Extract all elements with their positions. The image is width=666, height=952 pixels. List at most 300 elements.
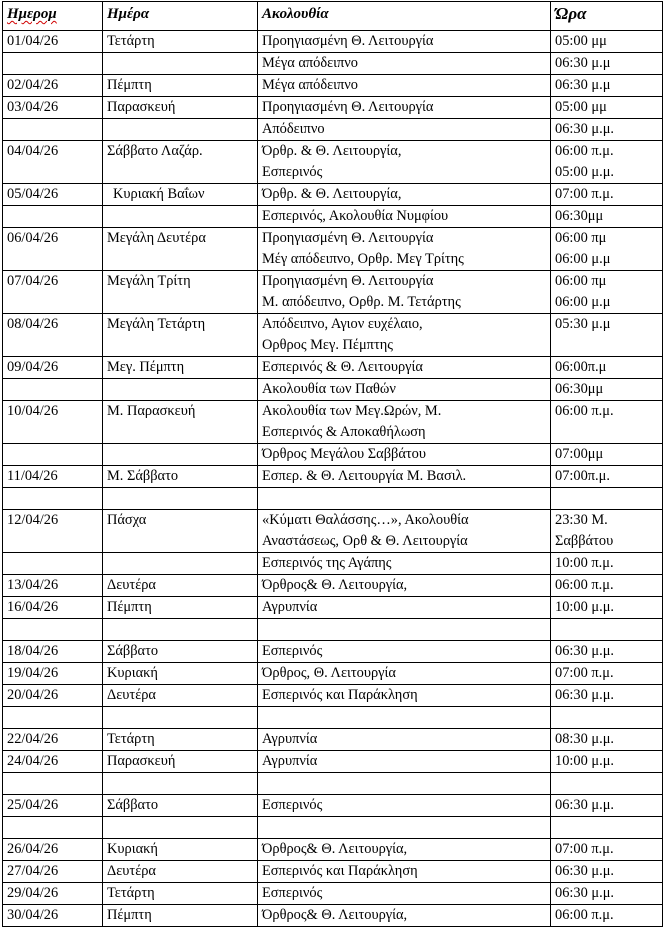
service-cell-text: Αγρυπνία	[262, 599, 318, 615]
day-cell	[103, 751, 258, 773]
day-cell	[103, 597, 258, 619]
time-cell	[551, 97, 663, 119]
table-row	[3, 575, 663, 597]
date-cell-text: 12/04/26	[7, 512, 59, 528]
time-cell	[551, 663, 663, 685]
date-cell-text: 01/04/26	[7, 33, 59, 49]
date-cell	[3, 75, 103, 97]
service-cell-text: Όρθρος& Θ. Λειτουργία,	[262, 841, 408, 857]
date-cell-text: 26/04/26	[7, 841, 59, 857]
service-cell	[258, 97, 551, 119]
time-cell-text: 10:00 μ.μ.	[555, 753, 615, 769]
day-cell-text: Τετάρτη	[107, 33, 155, 49]
time-cell	[551, 773, 663, 795]
time-cell	[551, 839, 663, 861]
day-cell	[103, 553, 258, 575]
date-cell-text: 02/04/26	[7, 77, 59, 93]
service-cell-text: Μέγα απόδειπνο	[262, 77, 358, 93]
date-cell	[3, 597, 103, 619]
day-cell	[103, 466, 258, 488]
day-cell	[103, 663, 258, 685]
table-row	[3, 357, 663, 379]
day-cell-text: Πάσχα	[107, 512, 147, 528]
service-cell	[258, 597, 551, 619]
time-cell	[551, 510, 663, 553]
day-cell	[103, 707, 258, 729]
date-cell-text: 24/04/26	[7, 753, 59, 769]
service-cell	[258, 905, 551, 927]
date-cell-text: 30/04/26	[7, 907, 59, 923]
service-cell-text: Προηγιασμένη Θ. Λειτουργία	[262, 230, 434, 246]
service-cell-text-line2: Ορθρος Μεγ. Πέμπτης	[262, 337, 393, 353]
service-cell	[258, 575, 551, 597]
day-cell-text: Πέμπτη	[107, 907, 152, 923]
date-cell-text: 19/04/26	[7, 665, 59, 681]
service-cell	[258, 228, 551, 271]
time-cell-text: 07:00 π.μ.	[555, 665, 614, 681]
service-cell-text: Προηγιασμένη Θ. Λειτουργία	[262, 33, 434, 49]
time-cell-text: 06:30 μ.μ.	[555, 643, 615, 659]
time-cell-text: 06:30 μ.μ	[555, 77, 611, 93]
time-cell	[551, 444, 663, 466]
day-cell	[103, 119, 258, 141]
day-cell	[103, 795, 258, 817]
date-cell	[3, 510, 103, 553]
service-cell-text-line2: Αναστάσεως, Ορθ & Θ. Λειτουργία	[262, 533, 468, 549]
date-cell	[3, 53, 103, 75]
table-row	[3, 184, 663, 206]
time-cell	[551, 401, 663, 444]
day-cell	[103, 53, 258, 75]
day-cell	[103, 729, 258, 751]
service-cell	[258, 685, 551, 707]
time-cell	[551, 228, 663, 271]
service-cell	[258, 663, 551, 685]
day-cell	[103, 141, 258, 184]
table-row	[3, 751, 663, 773]
service-cell	[258, 510, 551, 553]
date-cell	[3, 206, 103, 228]
date-cell	[3, 357, 103, 379]
service-cell-text: Όρθρος Μεγάλου Σαββάτου	[262, 446, 426, 462]
day-cell-text: Μεγάλη Δευτέρα	[107, 230, 206, 246]
service-cell-text: Εσπερινός & Θ. Λειτουργία	[262, 359, 423, 375]
time-cell-text: 23:30 Μ.	[555, 512, 608, 528]
day-cell	[103, 817, 258, 839]
service-cell	[258, 31, 551, 53]
table-row	[3, 401, 663, 444]
date-cell	[3, 751, 103, 773]
date-cell	[3, 575, 103, 597]
table-row	[3, 444, 663, 466]
date-cell-text: 27/04/26	[7, 863, 59, 879]
day-cell-text: Κυριακή Βαΐων	[113, 186, 205, 202]
table-row	[3, 773, 663, 795]
table-row	[3, 466, 663, 488]
day-cell	[103, 839, 258, 861]
service-cell-text: Ακολουθία των Παθών	[262, 381, 396, 397]
time-cell	[551, 141, 663, 184]
day-cell-text: Παρασκευή	[107, 99, 176, 115]
time-cell-text-line2: 06:00 μ.μ	[555, 294, 611, 310]
table-row	[3, 553, 663, 575]
time-cell-text: 05:30 μ.μ	[555, 316, 611, 332]
time-cell-text: 06:00 π.μ.	[555, 577, 614, 593]
service-cell-text-line2: Μέγ απόδειπνο, Ορθρ. Μεγ Τρίτης	[262, 251, 464, 267]
date-cell-text: 20/04/26	[7, 687, 59, 703]
date-cell-text: 04/04/26	[7, 143, 59, 159]
day-cell	[103, 206, 258, 228]
date-cell	[3, 31, 103, 53]
service-cell	[258, 839, 551, 861]
date-cell	[3, 97, 103, 119]
service-cell-text: Προηγιασμένη Θ. Λειτουργία	[262, 99, 434, 115]
table-row	[3, 206, 663, 228]
service-cell-text: Αγρυπνία	[262, 731, 318, 747]
service-cell-text-line2: Εσπερινός	[262, 164, 323, 180]
time-cell-text: 06:00 πμ	[555, 273, 607, 289]
day-cell	[103, 619, 258, 641]
day-cell	[103, 905, 258, 927]
day-cell-text: Τετάρτη	[107, 885, 155, 901]
service-cell-text: Εσπερινός, Ακολουθία Νυμφίου	[262, 208, 449, 224]
date-cell	[3, 488, 103, 510]
table-row	[3, 729, 663, 751]
day-cell-text: Μεγάλη Τετάρτη	[107, 316, 206, 332]
table-row	[3, 707, 663, 729]
time-cell-text-line2: Σαββάτου	[555, 533, 614, 549]
date-cell	[3, 861, 103, 883]
time-cell-text: 07:00 π.μ.	[555, 841, 614, 857]
table-row	[3, 119, 663, 141]
date-cell-text: 03/04/26	[7, 99, 59, 115]
time-cell-text: 07:00 π.μ.	[555, 186, 614, 202]
day-cell-text: Τετάρτη	[107, 731, 155, 747]
table-row	[3, 883, 663, 905]
date-cell	[3, 271, 103, 314]
time-cell-text: 06:00 π.μ.	[555, 143, 614, 159]
time-cell	[551, 883, 663, 905]
time-cell-text: 06:00 π.μ.	[555, 907, 614, 923]
date-cell-text: 13/04/26	[7, 577, 59, 593]
date-cell	[3, 228, 103, 271]
service-cell	[258, 271, 551, 314]
table-row	[3, 641, 663, 663]
service-cell	[258, 817, 551, 839]
day-cell	[103, 314, 258, 357]
day-cell-text: Κυριακή	[107, 665, 158, 681]
service-cell	[258, 466, 551, 488]
table-row	[3, 314, 663, 357]
service-cell-text: Μέγα απόδειπνο	[262, 55, 358, 71]
time-cell	[551, 751, 663, 773]
time-cell	[551, 466, 663, 488]
time-cell	[551, 641, 663, 663]
date-cell	[3, 883, 103, 905]
date-cell	[3, 685, 103, 707]
day-cell-text: Σάββατο	[107, 797, 159, 813]
service-cell	[258, 795, 551, 817]
table-row	[3, 510, 663, 553]
day-cell-text: Κυριακή	[107, 841, 158, 857]
time-cell	[551, 707, 663, 729]
table-row	[3, 271, 663, 314]
day-cell	[103, 510, 258, 553]
service-cell-text-line2: Εσπερινός & Αποκαθήλωση	[262, 424, 426, 440]
time-cell	[551, 75, 663, 97]
date-cell	[3, 795, 103, 817]
date-cell	[3, 141, 103, 184]
date-cell-text: 09/04/26	[7, 359, 59, 375]
service-cell-text: Αγρυπνία	[262, 753, 318, 769]
table-row	[3, 31, 663, 53]
date-cell	[3, 773, 103, 795]
time-cell-text: 06:30 μ.μ.	[555, 885, 615, 901]
service-cell	[258, 861, 551, 883]
date-cell	[3, 729, 103, 751]
day-cell-text: Δευτέρα	[107, 863, 156, 879]
service-cell	[258, 619, 551, 641]
day-cell	[103, 75, 258, 97]
day-cell	[103, 641, 258, 663]
header-time: Ώρα	[551, 2, 663, 31]
service-cell	[258, 488, 551, 510]
day-cell-text: Σάββατο Λαζάρ.	[107, 143, 203, 159]
time-cell	[551, 861, 663, 883]
time-cell-text: 07:00μμ	[555, 446, 604, 462]
time-cell-text-line2: 05:00 μ.μ.	[555, 164, 615, 180]
time-cell-text: 06:30 μ.μ.	[555, 863, 615, 879]
table-row	[3, 619, 663, 641]
date-cell	[3, 817, 103, 839]
table-row	[3, 141, 663, 184]
date-cell	[3, 184, 103, 206]
day-cell-text: Μ. Σάββατο	[107, 468, 179, 484]
date-cell	[3, 641, 103, 663]
table-row	[3, 597, 663, 619]
date-cell	[3, 707, 103, 729]
table-row	[3, 97, 663, 119]
day-cell	[103, 488, 258, 510]
day-cell	[103, 444, 258, 466]
date-cell-text: 10/04/26	[7, 403, 59, 419]
time-cell-text: 10:00 π.μ.	[555, 555, 614, 571]
time-cell	[551, 795, 663, 817]
table-row	[3, 228, 663, 271]
service-cell-text: Απόδειπνο	[262, 121, 325, 137]
table-row	[3, 795, 663, 817]
date-cell	[3, 314, 103, 357]
time-cell	[551, 685, 663, 707]
date-cell-text: 08/04/26	[7, 316, 59, 332]
time-cell-text-line2: 06:00 μ.μ	[555, 251, 611, 267]
service-cell-text: Όρθρ. & Θ. Λειτουργία,	[262, 143, 402, 159]
time-cell-text: 05:00 μμ	[555, 99, 607, 115]
time-cell-text: 06:00π.μ	[555, 359, 607, 375]
time-cell-text: 06:30μμ	[555, 381, 604, 397]
day-cell	[103, 379, 258, 401]
service-cell-text: Εσπερ. & Θ. Λειτουργία Μ. Βασιλ.	[262, 468, 467, 484]
time-cell	[551, 575, 663, 597]
service-cell-text: Εσπερινός	[262, 797, 323, 813]
service-cell	[258, 75, 551, 97]
day-cell	[103, 575, 258, 597]
day-cell-text: Δευτέρα	[107, 687, 156, 703]
day-cell-text: Παρασκευή	[107, 753, 176, 769]
time-cell-text: 06:30 μ.μ.	[555, 121, 615, 137]
time-cell	[551, 53, 663, 75]
date-cell	[3, 663, 103, 685]
service-cell	[258, 206, 551, 228]
date-cell-text: 06/04/26	[7, 230, 59, 246]
day-cell	[103, 685, 258, 707]
table-row	[3, 75, 663, 97]
service-cell	[258, 119, 551, 141]
date-cell	[3, 553, 103, 575]
service-cell-text: Όρθρος& Θ. Λειτουργία,	[262, 907, 408, 923]
time-cell	[551, 184, 663, 206]
day-cell-text: Πέμπτη	[107, 599, 152, 615]
time-cell-text: 10:00 μ.μ.	[555, 599, 615, 615]
date-cell	[3, 379, 103, 401]
date-cell	[3, 839, 103, 861]
date-cell	[3, 905, 103, 927]
service-cell-text: Όρθρ. & Θ. Λειτουργία,	[262, 186, 402, 202]
day-cell-text: Μεγ. Πέμπτη	[107, 359, 185, 375]
table-row	[3, 53, 663, 75]
service-cell-text: Όρθρος, Θ. Λειτουργία	[262, 665, 396, 681]
service-cell-text: «Κύματι Θαλάσσης…», Ακολουθία	[262, 512, 469, 528]
time-cell-text: 06:30μμ	[555, 208, 604, 224]
date-cell-text: 25/04/26	[7, 797, 59, 813]
table-row	[3, 861, 663, 883]
service-cell	[258, 707, 551, 729]
day-cell-text: Μ. Παρασκευή	[107, 403, 196, 419]
date-cell-text: 22/04/26	[7, 731, 59, 747]
service-cell-text-line2: Μ. απόδειπνο, Ορθρ. Μ. Τετάρτης	[262, 294, 461, 310]
time-cell-text: 06:30 μ.μ	[555, 55, 611, 71]
time-cell	[551, 31, 663, 53]
service-cell	[258, 883, 551, 905]
service-cell-text: Εσπερινός και Παράκληση	[262, 687, 418, 703]
day-cell	[103, 228, 258, 271]
service-cell-text: Όρθρος& Θ. Λειτουργία,	[262, 577, 408, 593]
table-row	[3, 905, 663, 927]
day-cell-text: Δευτέρα	[107, 577, 156, 593]
service-cell	[258, 401, 551, 444]
date-cell	[3, 401, 103, 444]
schedule-table	[2, 1, 663, 927]
time-cell-text: 06:30 μ.μ.	[555, 797, 615, 813]
table-row	[3, 663, 663, 685]
service-cell	[258, 53, 551, 75]
date-cell	[3, 466, 103, 488]
day-cell	[103, 861, 258, 883]
day-cell-text: Πέμπτη	[107, 77, 152, 93]
time-cell	[551, 488, 663, 510]
time-cell	[551, 314, 663, 357]
service-cell-text: Απόδειπνο, Αγιον ευχέλαιο,	[262, 316, 423, 332]
service-cell	[258, 553, 551, 575]
date-cell-text: 05/04/26	[7, 186, 59, 202]
time-cell	[551, 817, 663, 839]
date-cell-text: 11/04/26	[7, 468, 58, 484]
date-cell-text: 16/04/26	[7, 599, 59, 615]
date-cell-text: 07/04/26	[7, 273, 59, 289]
day-cell-text: Σάββατο	[107, 643, 159, 659]
time-cell-text: 07:00π.μ.	[555, 468, 610, 484]
header-row	[3, 2, 663, 31]
date-cell	[3, 444, 103, 466]
table-row	[3, 817, 663, 839]
service-cell-text: Εσπερινός της Αγάπης	[262, 555, 392, 571]
date-cell-text: 18/04/26	[7, 643, 59, 659]
table-row	[3, 488, 663, 510]
service-cell-text: Εσπερινός	[262, 885, 323, 901]
date-cell-text: 29/04/26	[7, 885, 59, 901]
service-cell-text: Εσπερινός και Παράκληση	[262, 863, 418, 879]
service-cell	[258, 773, 551, 795]
time-cell-text: 05:00 μμ	[555, 33, 607, 49]
service-cell	[258, 379, 551, 401]
day-cell	[103, 401, 258, 444]
service-cell-text: Εσπερινός	[262, 643, 323, 659]
day-cell	[103, 97, 258, 119]
time-cell	[551, 597, 663, 619]
service-cell-text: Ακολουθία των Μεγ.Ωρών, Μ.	[262, 403, 442, 419]
day-cell	[103, 31, 258, 53]
table-row	[3, 685, 663, 707]
service-cell	[258, 314, 551, 357]
day-cell	[103, 773, 258, 795]
time-cell	[551, 357, 663, 379]
day-cell	[103, 271, 258, 314]
date-cell	[3, 119, 103, 141]
time-cell	[551, 379, 663, 401]
header-service: Ακολουθία	[258, 2, 551, 31]
header-day: Ημέρα	[103, 2, 258, 31]
day-cell	[103, 883, 258, 905]
time-cell-text: 06:00 πμ	[555, 230, 607, 246]
service-cell	[258, 184, 551, 206]
time-cell-text: 08:30 μ.μ.	[555, 731, 615, 747]
service-cell	[258, 141, 551, 184]
table-row	[3, 839, 663, 861]
time-cell	[551, 206, 663, 228]
service-cell	[258, 729, 551, 751]
service-cell-text: Προηγιασμένη Θ. Λειτουργία	[262, 273, 434, 289]
table-row	[3, 379, 663, 401]
service-cell	[258, 444, 551, 466]
service-cell	[258, 641, 551, 663]
service-cell	[258, 751, 551, 773]
time-cell	[551, 271, 663, 314]
schedule-body	[3, 31, 663, 927]
header-date: Ημερομ	[3, 2, 103, 31]
time-cell	[551, 619, 663, 641]
service-cell	[258, 357, 551, 379]
time-cell	[551, 729, 663, 751]
time-cell	[551, 905, 663, 927]
day-cell	[103, 184, 258, 206]
time-cell-text: 06:30 μ.μ.	[555, 687, 615, 703]
date-cell	[3, 619, 103, 641]
day-cell-text: Μεγάλη Τρίτη	[107, 273, 191, 289]
time-cell-text: 06:00 π.μ.	[555, 403, 614, 419]
day-cell	[103, 357, 258, 379]
time-cell	[551, 553, 663, 575]
time-cell	[551, 119, 663, 141]
